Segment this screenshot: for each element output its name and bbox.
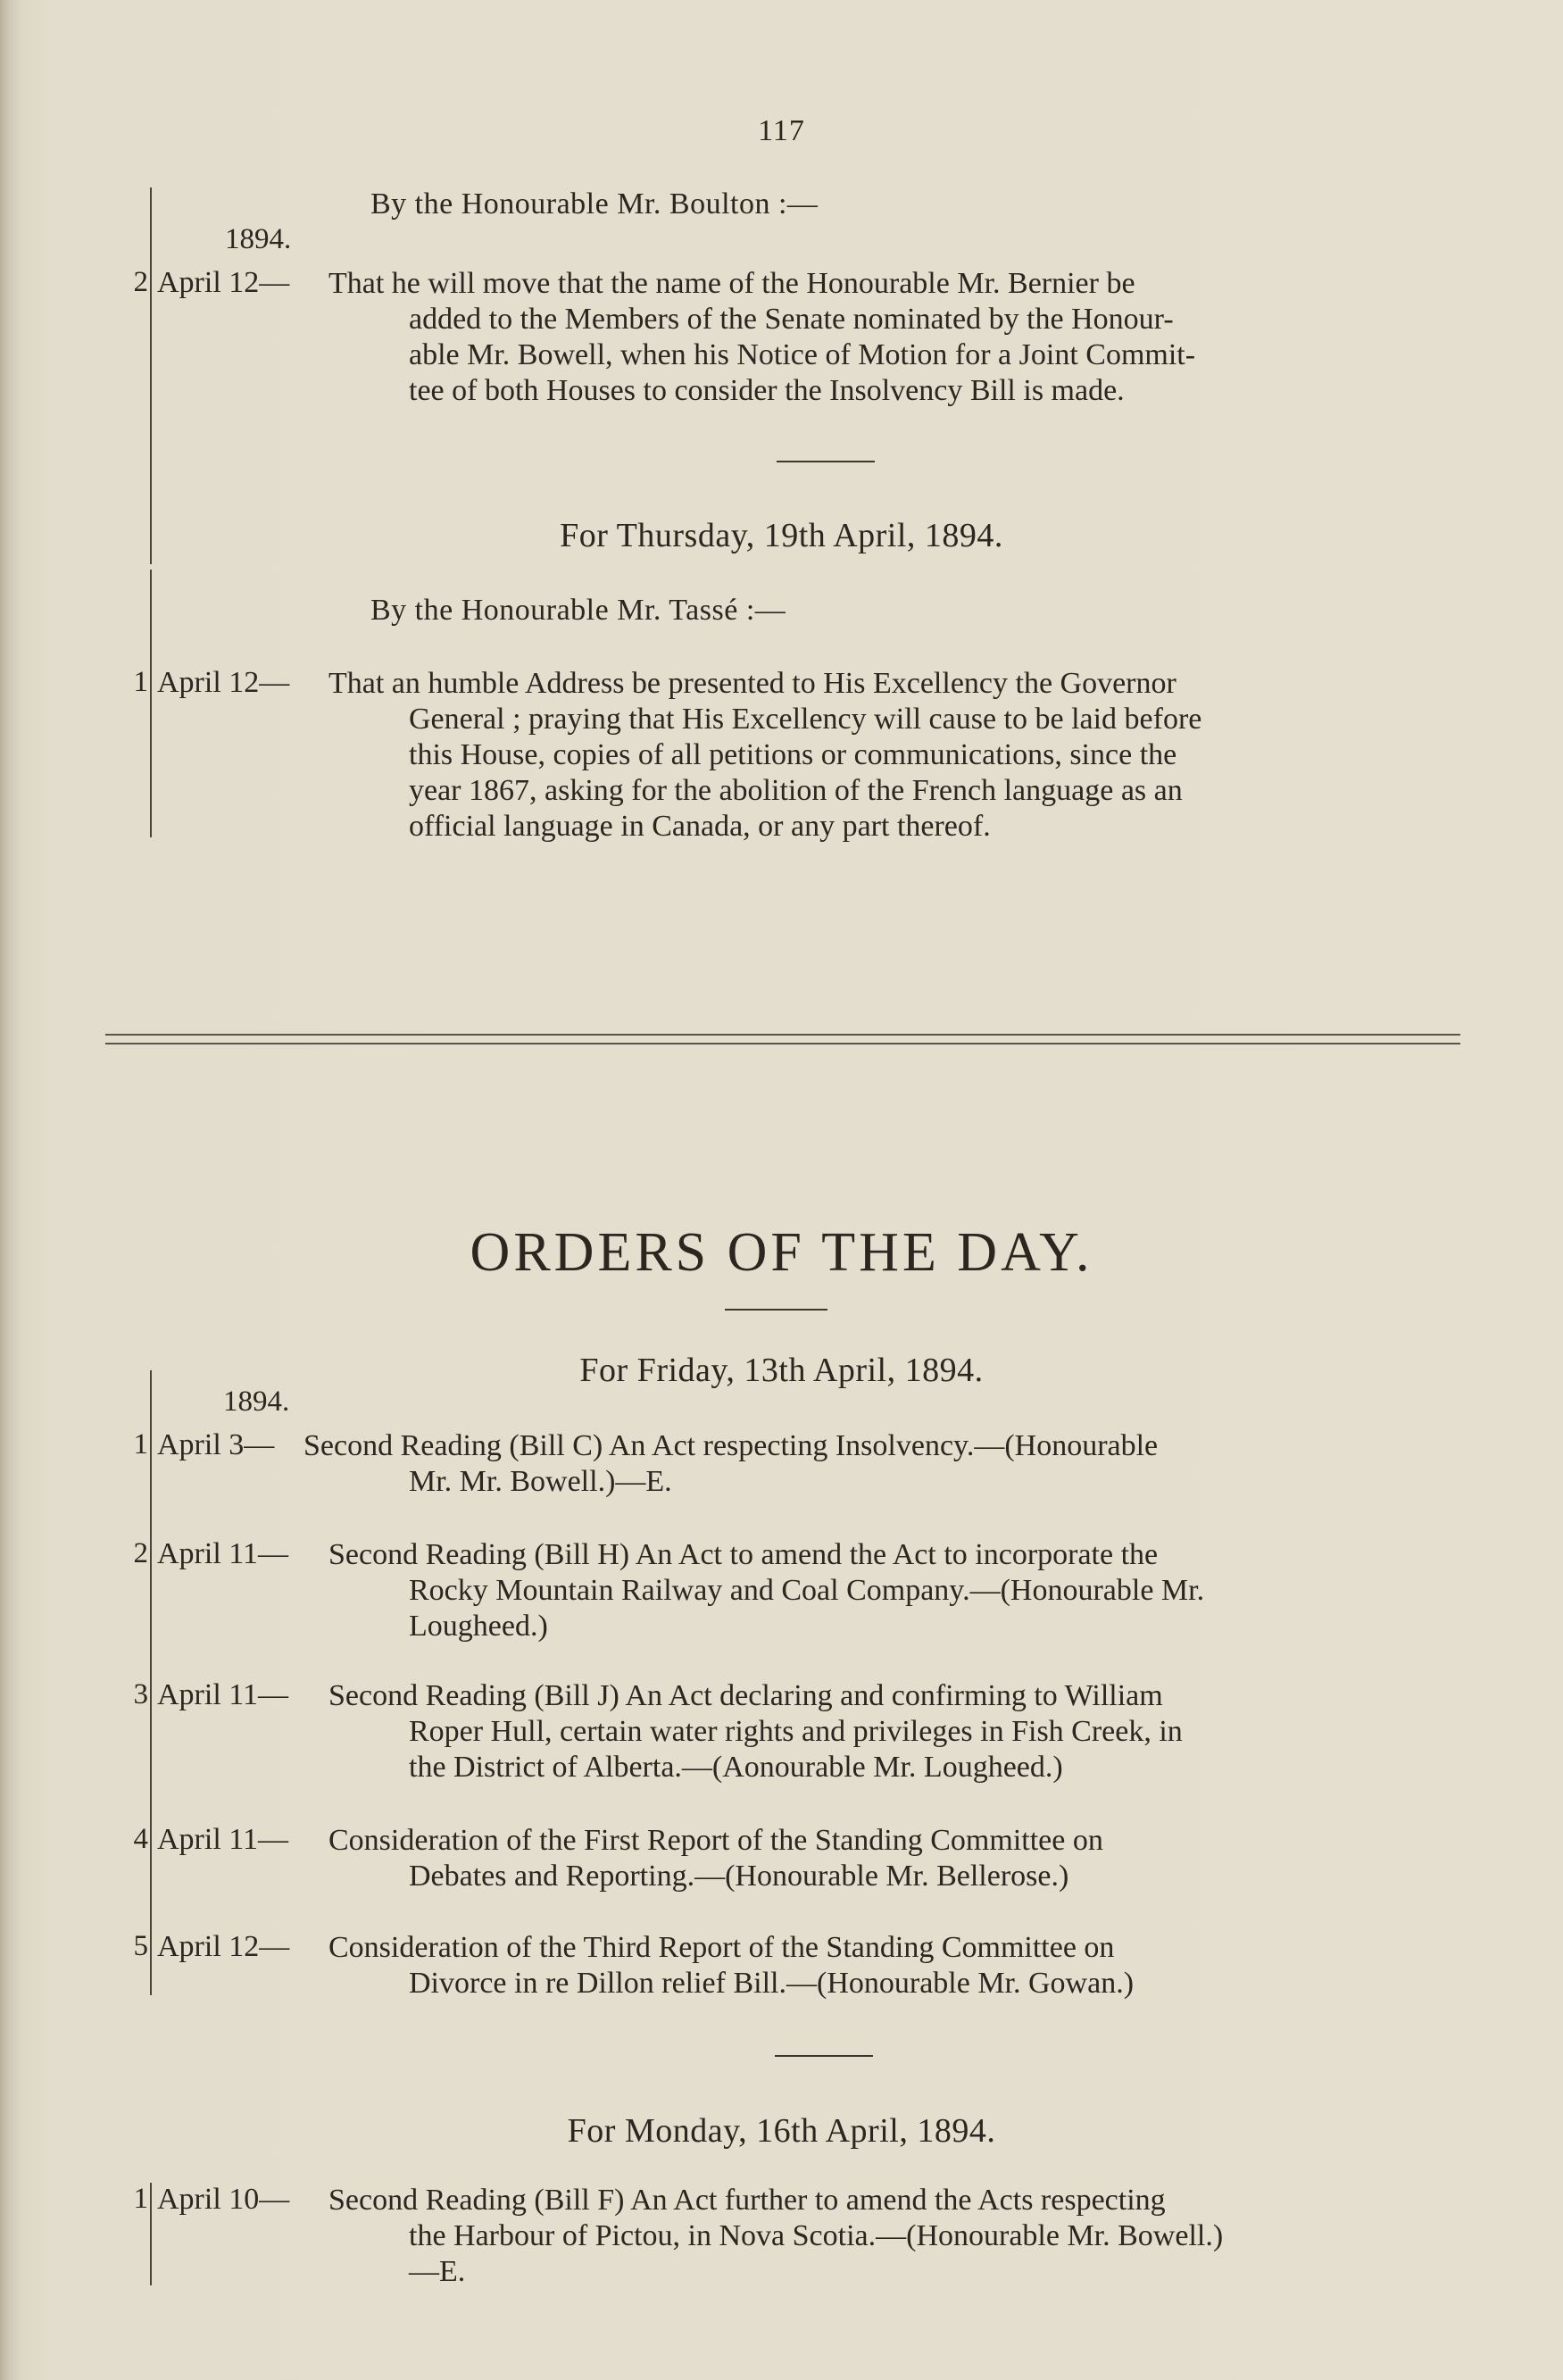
order-text [328, 1537, 1464, 1573]
text-line: General ; praying that His Excellency will cause to be laid before [409, 703, 1202, 736]
text-line: official language in Canada, or any part thereof. [409, 810, 991, 843]
section-divider [775, 2055, 873, 2057]
item-number: 1 [133, 1428, 148, 1460]
text-line: Second Reading (Bill F) An Act further to amend the Acts respecting [328, 2184, 1166, 2217]
order-text-cont [409, 1464, 1462, 1500]
margin-rule [150, 1370, 152, 1995]
text-line: Second Reading (Bill J) An Act declaring and confirming to William [328, 1679, 1163, 1712]
margin-rule [150, 2183, 152, 2285]
text-line: That he will move that the name of the Honourable Mr. Bernier be [328, 267, 1135, 300]
item-date: April 11— [157, 1678, 289, 1711]
text-line: Lougheed.) [409, 1610, 548, 1643]
item-number: 2 [133, 1537, 148, 1569]
text-line: That an humble Address be presented to His Excellency the Governor [328, 667, 1176, 700]
section-heading-thursday: For Thursday, 19th April, 1894. [560, 517, 1003, 554]
motion-text-cont [409, 702, 1462, 845]
motion-text [328, 666, 1464, 702]
motion-text-cont [409, 302, 1462, 409]
text-line: tee of both Houses to consider the Insolvency Bill is made. [409, 374, 1125, 407]
text-line: Second Reading (Bill H) An Act to amend the Act to incorporate the [328, 1538, 1159, 1571]
title-underline [725, 1309, 827, 1311]
orders-title: ORDERS OF THE DAY. [470, 1222, 1093, 1283]
text-line: —E. [409, 2255, 466, 2288]
year-label: 1894. [223, 1386, 290, 1418]
item-date: April 11— [157, 1823, 289, 1856]
text-line: the District of Alberta.—(Aonourable Mr. Lougheed.) [409, 1751, 1063, 1784]
text-line: Roper Hull, certain water rights and privileges in Fish Creek, in [409, 1715, 1183, 1748]
order-text [328, 1823, 1464, 1859]
item-date: April 12— [157, 1930, 290, 1963]
item-number: 5 [133, 1930, 148, 1962]
section-heading-friday: For Friday, 13th April, 1894. [579, 1352, 984, 1389]
order-text [328, 1930, 1464, 1966]
item-number: 2 [133, 266, 148, 298]
item-date: April 12— [157, 666, 290, 699]
page-number: 117 [758, 114, 805, 147]
order-text-cont [409, 1966, 1462, 2001]
byline-tasse: By the Honourable Mr. Tassé :— [370, 594, 786, 627]
item-date: April 3— [157, 1428, 275, 1461]
order-text-cont [409, 2218, 1462, 2290]
section-divider [777, 461, 875, 462]
margin-rule [150, 187, 152, 564]
text-line: Divorce in re Dillon relief Bill.—(Honourable Mr. Gowan.) [409, 1967, 1135, 2000]
text-line: Consideration of the Third Report of the Standing Committee on [328, 1931, 1115, 1964]
margin-rule [150, 570, 152, 837]
section-heading-monday: For Monday, 16th April, 1894. [567, 2112, 996, 2150]
item-number: 3 [133, 1678, 148, 1710]
order-text-cont [409, 1714, 1462, 1785]
order-text [328, 1678, 1464, 1714]
text-line: the Harbour of Pictou, in Nova Scotia.—(Honourable Mr. Bowell.) [409, 2219, 1224, 2252]
year-label: 1894. [225, 223, 292, 255]
byline-boulton: By the Honourable Mr. Boulton :— [370, 187, 819, 221]
double-divider [105, 1034, 1460, 1044]
text-line: Rocky Mountain Railway and Coal Company.—(Honourable Mr. [409, 1574, 1205, 1607]
item-number: 4 [133, 1823, 148, 1855]
text-line: Consideration of the First Report of the Standing Committee on [328, 1824, 1103, 1857]
item-number: 1 [133, 2183, 148, 2215]
order-text [328, 2183, 1464, 2218]
text-line: this House, copies of all petitions or communications, since the [409, 738, 1177, 771]
motion-text [328, 266, 1464, 302]
text-line: able Mr. Bowell, when his Notice of Motion for a Joint Commit- [409, 338, 1196, 371]
text-line: added to the Members of the Senate nominated by the Honour- [409, 303, 1174, 336]
item-date: April 11— [157, 1537, 289, 1570]
text-line: Mr. Mr. Bowell.)—E. [409, 1465, 672, 1498]
item-date: April 12— [157, 266, 290, 299]
text-line: Debates and Reporting.—(Honourable Mr. Bellerose.) [409, 1860, 1069, 1893]
item-date: April 10— [157, 2183, 290, 2216]
order-text-cont [409, 1573, 1462, 1644]
text-line: year 1867, asking for the abolition of the French language as an [409, 774, 1183, 807]
order-text [303, 1428, 1464, 1464]
order-text-cont [409, 1859, 1462, 1894]
item-number: 1 [133, 666, 148, 698]
text-line: Second Reading (Bill C) An Act respecting Insolvency.—(Honourable [303, 1429, 1159, 1462]
